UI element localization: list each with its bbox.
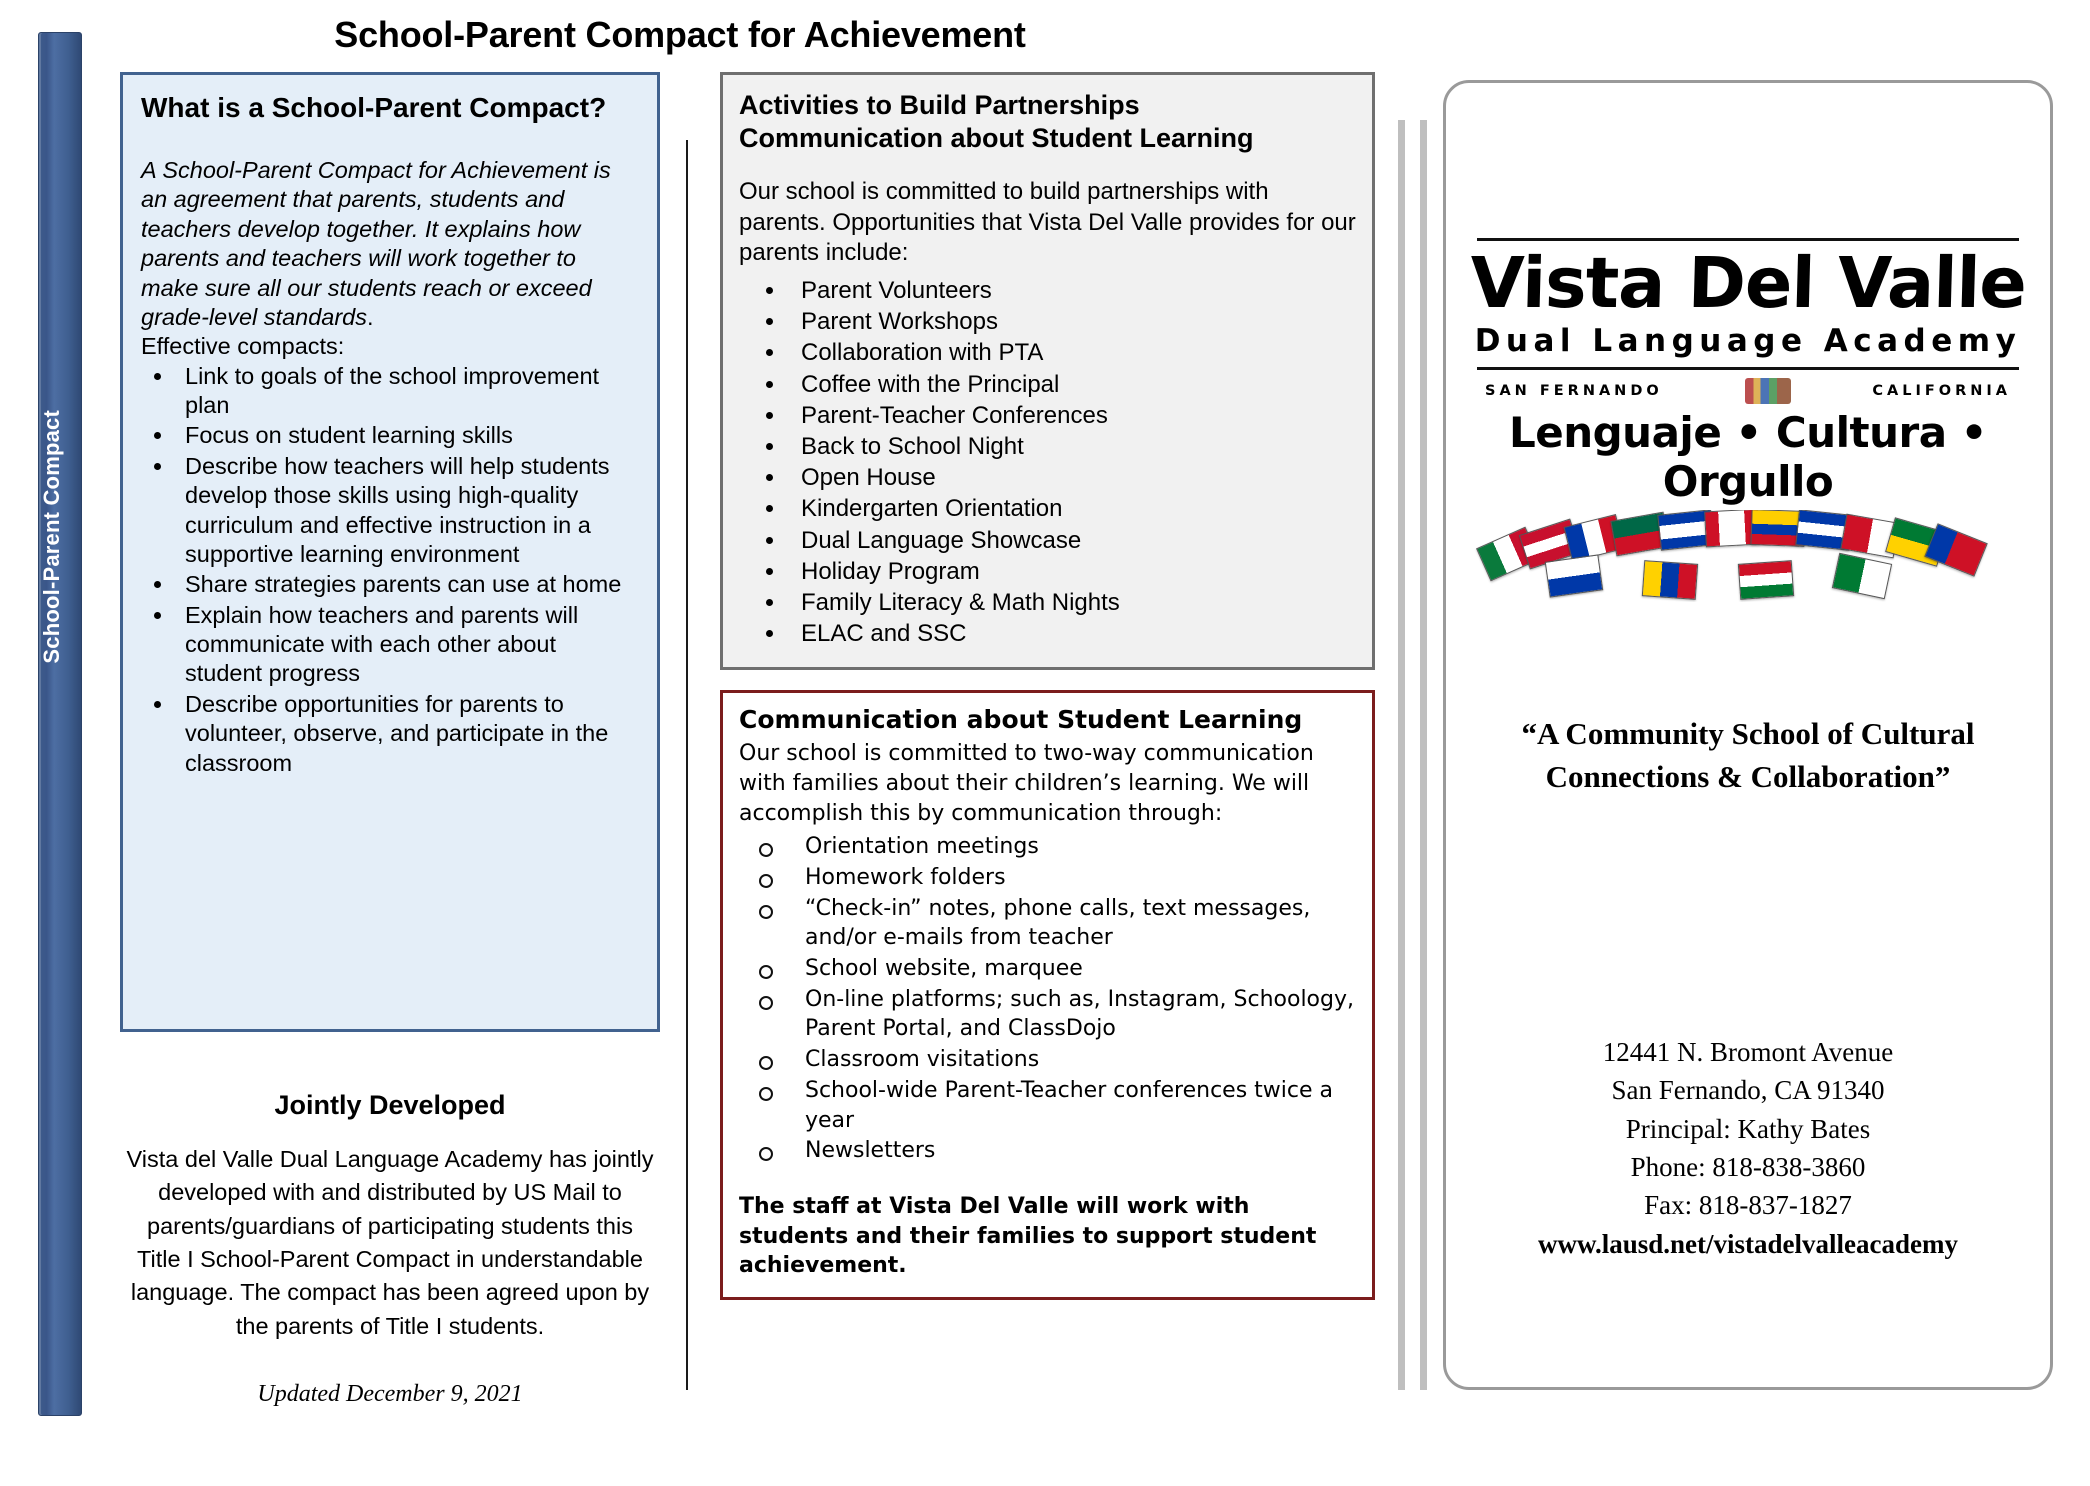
activities-list: [739, 275, 1356, 649]
compact-definition-text: [141, 156, 639, 332]
phone-number: Phone: 818-838-3860: [1630, 1151, 1866, 1182]
activities-heading-line2: Communication about Student Learning: [739, 122, 1254, 153]
column-divider-3: [1420, 120, 1427, 1390]
flag-icon: [1642, 560, 1698, 600]
logo-mid-rule: [1477, 367, 2019, 370]
list-item: Classroom visitations: [753, 1045, 1356, 1075]
logo-top-rule: [1477, 238, 2019, 241]
left-spine-bar: [38, 32, 82, 1416]
principal-name: Principal: Kathy Bates: [1625, 1113, 1871, 1144]
column-divider-1: [686, 140, 688, 1390]
list-item: School website, marquee: [753, 954, 1356, 984]
list-item: Homework folders: [753, 863, 1356, 893]
list-item: Newsletters: [753, 1136, 1356, 1166]
logo-state: CALIFORNIA: [1872, 382, 2011, 399]
activities-heading: [739, 89, 1356, 155]
address-line-1: 12441 N. Bromont Avenue: [1602, 1037, 1894, 1067]
school-contact-block: [1478, 1033, 2018, 1263]
list-item: • Parent Volunteers: [787, 275, 1356, 306]
list-item: • Coffee with the Principal: [787, 369, 1356, 400]
list-item: • Family Literacy & Math Nights: [787, 587, 1356, 618]
list-item: • Back to School Night: [787, 431, 1356, 462]
list-item: On-line platforms; such as, Instagram, Schoology, Parent Portal, and ClassDojo: [753, 985, 1356, 1044]
flag-icon: [1545, 554, 1603, 597]
list-item: “Check-in” notes, phone calls, text messages, and/or e-mails from teacher: [753, 894, 1356, 953]
activities-intro: Our school is committed to build partnerships with parents. Opportunities that Vista Del Valle provides for our parents include:: [739, 177, 1356, 267]
list-item: • Explain how teachers and parents will communicate with each other about student progress: [175, 601, 639, 689]
activities-heading-line1: Activities to Build Partnerships: [739, 90, 1140, 120]
effective-compacts-list: [141, 362, 639, 778]
flag-icon: [1924, 523, 1988, 577]
flag-icon: [1738, 560, 1794, 600]
list-item: • ELAC and SSC: [787, 618, 1356, 649]
flag-icon: [1832, 552, 1892, 598]
address-line-2: San Fernando, CA 91340: [1611, 1075, 1885, 1106]
list-item: • Share strategies parents can use at home: [175, 570, 639, 599]
compact-definition-italic: A School-Parent Compact for Achievement is an agreement that parents, students and teachers develop together. It explains how parents and teachers will work together to make sure all our students reach or exceed grade-level standards: [141, 157, 611, 330]
compact-definition-period: .: [367, 303, 374, 330]
what-is-compact-heading: What is a School-Parent Compact?: [141, 92, 607, 123]
jointly-developed-heading: Jointly Developed: [274, 1090, 506, 1120]
communication-heading: Communication about Student Learning: [739, 705, 1303, 735]
logo-motto: Lenguaje • Cultura • Orgullo: [1508, 407, 1988, 506]
communication-list: [739, 832, 1356, 1166]
fax-number: Fax: 818-837-1827: [1644, 1190, 1852, 1221]
list-item: • Dual Language Showcase: [787, 525, 1356, 556]
school-info-panel: [1443, 80, 2053, 1390]
column-divider-2: [1398, 120, 1405, 1390]
spine-label: School-Parent Compact: [39, 410, 64, 664]
list-item: Orientation meetings: [753, 832, 1356, 862]
list-item: • Collaboration with PTA: [787, 337, 1356, 368]
list-item: • Link to goals of the school improvement plan: [175, 362, 639, 421]
list-item: • Describe opportunities for parents to volunteer, observe, and participate in the classroom: [175, 690, 639, 778]
school-tagline: “A Community School of Cultural Connections & Collaboration”: [1521, 716, 1975, 794]
list-item: • Parent-Teacher Conferences: [787, 400, 1356, 431]
logo-location-row: [1485, 378, 2011, 404]
column-left: [120, 72, 660, 1408]
activities-box: [720, 72, 1375, 670]
list-item: • Kindergarten Orientation: [787, 493, 1356, 524]
column-middle: [720, 72, 1375, 1300]
school-website[interactable]: www.lausd.net/vistadelvalleacademy: [1537, 1228, 1958, 1259]
list-item: • Open House: [787, 462, 1356, 493]
list-item: School-wide Parent-Teacher conferences twice a year: [753, 1076, 1356, 1135]
flags-graphic: [1463, 510, 2033, 602]
logo-school-name: Vista Del Valle: [1469, 242, 2027, 324]
page-title: School-Parent Compact for Achievement: [334, 14, 1026, 55]
communication-closing-statement: The staff at Vista Del Valle will work with students and their families to support student achievement.: [739, 1193, 1317, 1279]
logo-school-subtitle: Dual Language Academy: [1474, 322, 2022, 359]
communication-box: [720, 690, 1375, 1300]
school-logo: [1463, 238, 2033, 602]
jointly-developed-body: Vista del Valle Dual Language Academy has jointly developed with and distributed by US Mail to parents/guardians of participating students this Title I School-Parent Compact in understandable language. The compact has been agreed upon by the parents of Title I students.: [126, 1146, 654, 1339]
communication-intro: Our school is committed to two-way communication with families about their children’s learning. We will accomplish this by communication through:: [739, 741, 1314, 826]
list-item: • Parent Workshops: [787, 306, 1356, 337]
list-item: • Focus on student learning skills: [175, 421, 639, 450]
logo-city: SAN FERNANDO: [1485, 382, 1663, 399]
what-is-compact-box: [120, 72, 660, 1032]
effective-compacts-label: Effective compacts:: [141, 333, 345, 360]
crest-icon: [1745, 378, 1791, 404]
list-item: • Holiday Program: [787, 556, 1356, 587]
list-item: • Describe how teachers will help students develop those skills using high-quality curriculum and effective instruction in a supportive learning environment: [175, 452, 639, 570]
updated-date: Updated December 9, 2021: [257, 1381, 523, 1408]
